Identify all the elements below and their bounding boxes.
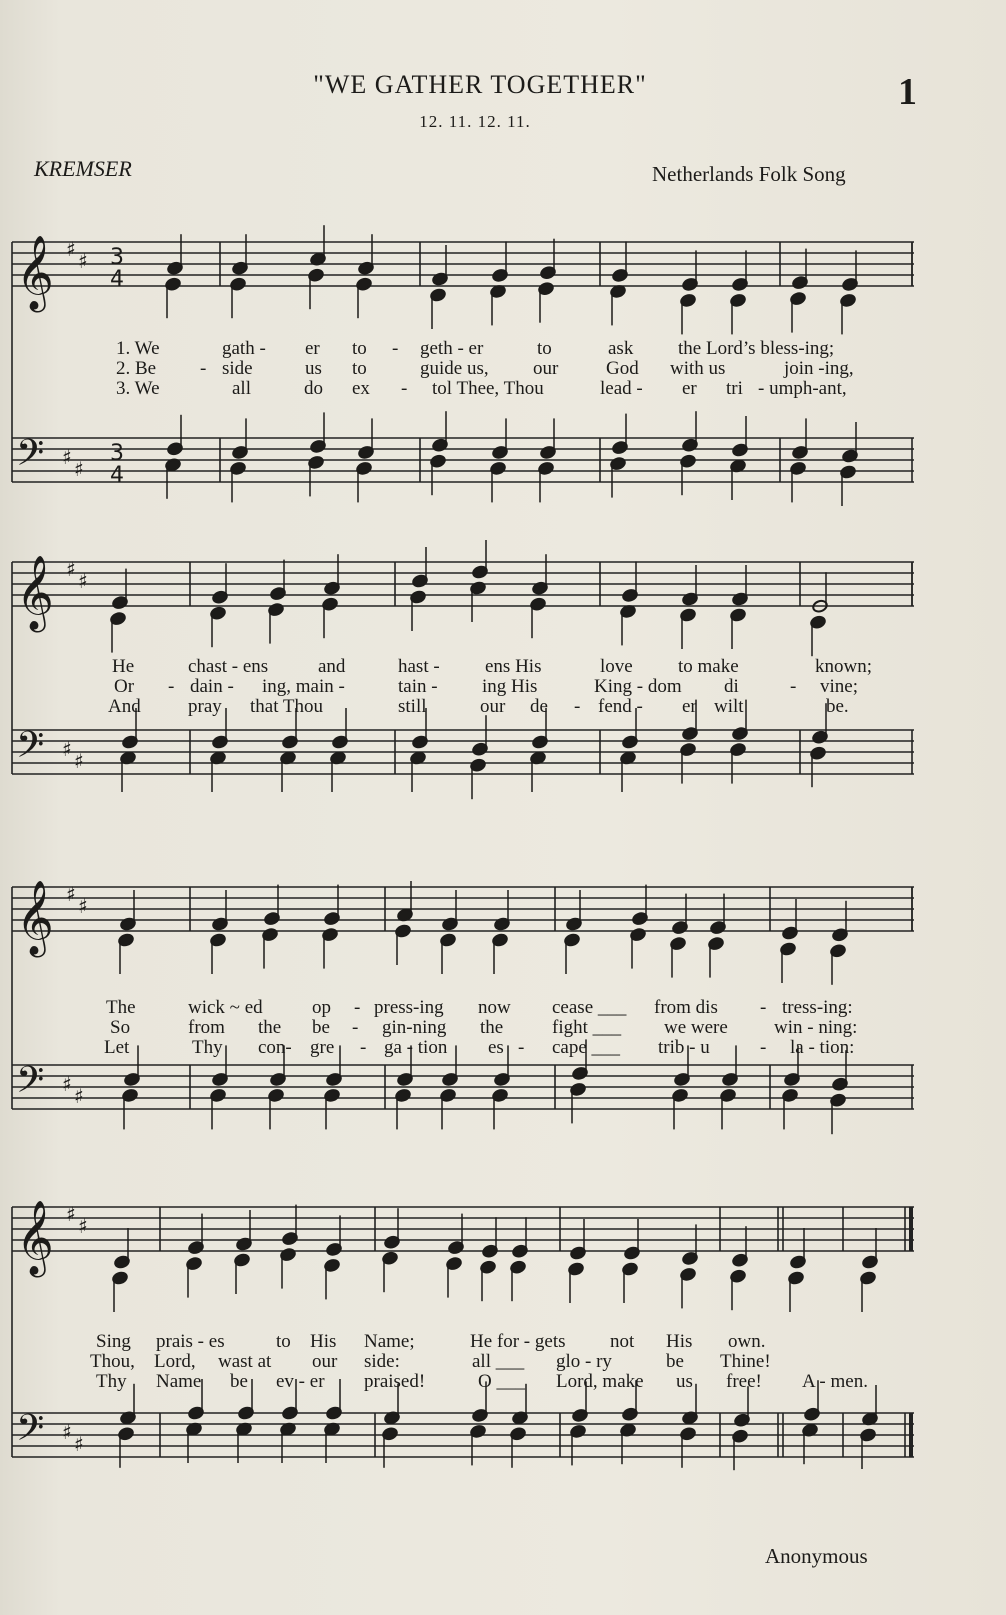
syllable: God [606,358,639,379]
key-signature-sharp: ♯ [62,737,72,761]
key-signature-sharp: ♯ [62,1072,72,1096]
key-signature-sharp: ♯ [78,894,88,918]
syllable: to make [678,656,739,677]
syllable: con- [258,1037,292,1058]
syllable: wast at [218,1351,272,1372]
syllable: praised! [364,1371,426,1392]
syllable: er [305,338,320,359]
syllable: ens His [485,656,542,677]
time-signature-bottom: 4 [110,267,124,292]
syllable: - [401,378,408,399]
syllable: still [398,696,427,717]
syllable: - [360,1037,367,1058]
syllable: A - men. [802,1371,868,1392]
syllable: from dis [654,997,718,1018]
treble-clef: 𝄞 [16,556,54,630]
syllable: chast - ens [188,656,269,677]
syllable: geth - er [420,338,484,359]
lyric-line-verse-2 [0,1017,1006,1037]
syllable: His [310,1331,337,1352]
syllable: ing, main - [262,676,345,697]
lyric-line-verse-3 [0,1037,1006,1057]
syllable: 2. Be [116,358,157,379]
key-signature-sharp: ♯ [74,1084,84,1108]
syllable: all [232,378,251,399]
meter-indication: 12. 11. 12. 11. [419,112,531,131]
treble-staff [12,887,914,931]
music-source: Netherlands Folk Song [652,162,846,186]
syllable: - [352,1017,359,1038]
key-signature-sharp: ♯ [62,445,72,469]
syllable: ask [608,338,634,359]
syllable: cease ___ [552,997,627,1018]
bass-clef: 𝄢 [16,1407,45,1458]
syllable: - [760,1037,767,1058]
syllable: gin-ning [382,1017,447,1038]
syllable: di [724,676,739,697]
syllable: - [518,1037,525,1058]
syllable: O ___ [478,1371,525,1392]
treble-staff [12,562,914,606]
syllable: free! [726,1371,762,1392]
syllable: love [600,656,633,677]
lyric-line-verse-3 [0,696,1006,716]
syllable: - [790,676,797,697]
syllable: - [200,358,207,379]
syllable: join -ing, [784,358,854,379]
syllable: be [312,1017,330,1038]
syllable: to [537,338,552,359]
syllable: So [110,1017,131,1038]
syllable: tress-ing: [782,997,853,1018]
syllable: Name [156,1371,202,1392]
time-signature-bottom: 4 [110,463,124,488]
syllable: not [610,1331,635,1352]
syllable: the [480,1017,504,1038]
music-system-2 [0,540,1006,830]
tune-name: KREMSER [34,156,132,181]
syllable: The [106,997,136,1018]
syllable: to [276,1331,291,1352]
syllable: us [676,1371,693,1392]
syllable: side: [364,1351,400,1372]
hymn-number: 1 [898,71,917,113]
time-signature-top: 3 [110,245,124,270]
syllable: be [666,1351,684,1372]
syllable: to [352,338,367,359]
lyric-line-verse-1 [0,656,1006,676]
syllable: guide us, [420,358,489,379]
syllable: cape ___ [552,1037,621,1058]
syllable: side [222,358,253,379]
treble-clef: 𝄞 [16,236,54,310]
bass-staff [12,1065,914,1109]
syllable: our [533,358,559,379]
syllable: tri [726,378,743,399]
syllable: dain - [190,676,234,697]
syllable: er [682,378,697,399]
syllable: His [666,1331,693,1352]
key-signature-sharp: ♯ [66,557,76,581]
syllable: Or [114,676,135,697]
syllable: vine; [820,676,858,697]
lyric-line-verse-1 [0,338,1006,358]
lyric-line-verse-2 [0,358,1006,378]
syllable: Name; [364,1331,415,1352]
syllable: known; [815,656,872,677]
treble-staff [12,242,914,286]
key-signature-sharp: ♯ [62,1420,72,1444]
syllable: gre [310,1037,335,1058]
syllable: tain - [398,676,438,697]
syllable: to [352,358,367,379]
hymn-title: "WE GATHER TOGETHER" [313,70,647,99]
bass-clef: 𝄢 [16,724,45,775]
syllable: be. [826,696,849,717]
syllable: that Thou [250,696,324,717]
syllable: He [112,656,135,677]
bass-staff [12,730,914,774]
syllable: our [480,696,506,717]
syllable: Let [104,1037,130,1058]
syllable: be [230,1371,248,1392]
syllable: we were [664,1017,728,1038]
syllable: Sing [96,1331,131,1352]
syllable: wilt [714,696,744,717]
syllable: our [312,1351,338,1372]
syllable: fight ___ [552,1017,622,1038]
syllable: er [682,696,697,717]
syllable: all ___ [472,1351,525,1372]
syllable: 3. We [116,378,160,399]
treble-clef: 𝄞 [16,1201,54,1275]
lyric-line-verse-1 [0,997,1006,1017]
syllable: the Lord’s bless-ing; [678,338,835,359]
lyric-line-verse-2 [0,1351,1006,1371]
syllable: the [258,1017,282,1038]
music-system-3 [0,865,1006,1155]
syllable: us [305,358,322,379]
syllable: now [478,997,511,1018]
treble-clef: 𝄞 [16,881,54,955]
syllable: And [108,696,141,717]
music-system-4 [0,1185,1006,1485]
key-signature-sharp: ♯ [66,882,76,906]
syllable: own. [728,1331,766,1352]
syllable: - [168,676,175,697]
key-signature-sharp: ♯ [78,569,88,593]
syllable: la - tion: [790,1037,855,1058]
syllable: 1. We [116,338,160,359]
syllable: He for - gets [470,1331,566,1352]
syllable: do [304,378,323,399]
syllable: - [574,696,581,717]
key-signature-sharp: ♯ [74,1432,84,1456]
syllable: Thy [192,1037,223,1058]
syllable: gath - [222,338,266,359]
syllable: pray [188,696,222,717]
key-signature-sharp: ♯ [74,457,84,481]
syllable: Thine! [720,1351,771,1372]
syllable: - [354,997,361,1018]
syllable: de [530,696,548,717]
syllable: ing His [482,676,538,697]
music-system-1 [0,220,1006,510]
syllable: - [392,338,399,359]
syllable: trib - u [658,1037,710,1058]
lyric-line-verse-1 [0,1331,1006,1351]
syllable: hast - [398,656,440,677]
syllable: ev - er [276,1371,325,1392]
syllable: and [318,656,346,677]
syllable: wick ~ ed [188,997,263,1018]
lyric-line-verse-2 [0,676,1006,696]
syllable: win - ning: [774,1017,858,1038]
bass-staff [12,438,914,482]
key-signature-sharp: ♯ [66,237,76,261]
syllable: with us [670,358,726,379]
syllable: glo - ry [556,1351,612,1372]
syllable: op [312,997,331,1018]
syllable: King - dom [594,676,682,697]
syllable: es [488,1037,504,1058]
syllable: Thy [96,1371,127,1392]
syllable: Lord, make [556,1371,644,1392]
syllable: - [760,997,767,1018]
text-author: Anonymous [765,1544,868,1568]
bass-clef: 𝄢 [16,432,45,483]
syllable: ga - tion [384,1037,448,1058]
bass-clef: 𝄢 [16,1059,45,1110]
syllable: Lord, [154,1351,196,1372]
syllable: - umph-ant, [758,378,847,399]
syllable: tol Thee, Thou [432,378,544,399]
key-signature-sharp: ♯ [74,749,84,773]
key-signature-sharp: ♯ [78,249,88,273]
syllable: press-ing [374,997,444,1018]
lyric-line-verse-3 [0,1371,1006,1391]
time-signature-top: 3 [110,441,124,466]
syllable: from [188,1017,225,1038]
lyric-line-verse-3 [0,378,1006,398]
syllable: Thou, [90,1351,135,1372]
syllable: prais - es [156,1331,225,1352]
syllable: lead - [600,378,643,399]
syllable: ex [352,378,370,399]
key-signature-sharp: ♯ [78,1214,88,1238]
key-signature-sharp: ♯ [66,1202,76,1226]
syllable: fend - [598,696,643,717]
